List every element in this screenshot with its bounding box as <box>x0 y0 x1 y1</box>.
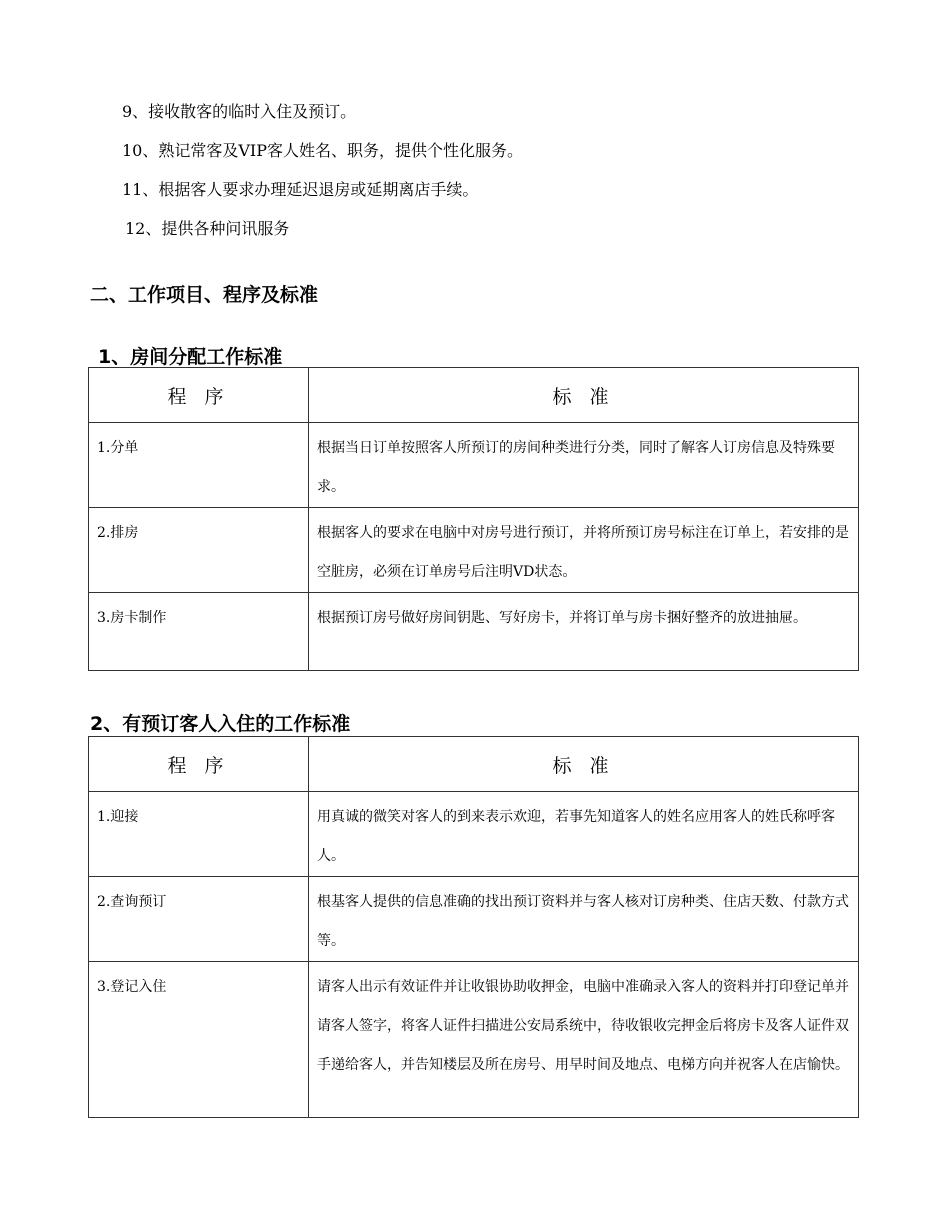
table-header-row <box>89 368 859 423</box>
procedure-cell: 3.房卡制作 <box>89 593 309 671</box>
duty-item-10: 10、熟记常客及VIP客人姓名、职务，提供个性化服务。 <box>122 141 524 160</box>
duty-item-9: 9、接收散客的临时入住及预订。 <box>122 102 357 121</box>
table-2-title: 2、有预订客人入住的工作标准 <box>90 713 351 735</box>
standard-cell: 请客人出示有效证件并让收银协助收押金，电脑中准确录入客人的资料并打印登记单并请客人签字，将客人证件扫描进公安局系统中，待收银收完押金后将房卡及客人证件双手递给客人，并告知楼层及所在房号、用早时间及地点、电梯方向并祝客人在店愉快。 <box>309 962 859 1118</box>
duty-item-11: 11、根据客人要求办理延迟退房或延期离店手续。 <box>122 180 479 199</box>
header-procedure: 程 序 <box>89 737 309 792</box>
procedure-cell: 3.登记入住 <box>89 962 309 1118</box>
table-row <box>89 593 859 671</box>
standard-cell: 根基客人提供的信息准确的找出预订资料并与客人核对订房种类、住店天数、付款方式等。 <box>309 877 859 962</box>
header-procedure: 程 序 <box>89 368 309 423</box>
table-row <box>89 508 859 593</box>
section-title: 二、工作项目、程序及标准 <box>90 284 319 306</box>
reserved-checkin-table <box>88 736 859 1118</box>
table-row <box>89 423 859 508</box>
table-row <box>89 792 859 877</box>
table-1-title: 1、房间分配工作标准 <box>98 346 283 368</box>
standard-cell: 用真诚的微笑对客人的到来表示欢迎，若事先知道客人的姓名应用客人的姓氏称呼客人。 <box>309 792 859 877</box>
room-allocation-table <box>88 367 859 671</box>
standard-cell: 根据当日订单按照客人所预订的房间种类进行分类，同时了解客人订房信息及特殊要求。 <box>309 423 859 508</box>
header-standard: 标 准 <box>309 737 859 792</box>
table-row <box>89 962 859 1118</box>
table-header-row <box>89 737 859 792</box>
table-row <box>89 877 859 962</box>
procedure-cell: 1.分单 <box>89 423 309 508</box>
procedure-cell: 2.排房 <box>89 508 309 593</box>
procedure-cell: 1.迎接 <box>89 792 309 877</box>
standard-cell: 根据预订房号做好房间钥匙、写好房卡，并将订单与房卡捆好整齐的放进抽屉。 <box>309 593 859 671</box>
standard-cell: 根据客人的要求在电脑中对房号进行预订，并将所预订房号标注在订单上，若安排的是空脏房，必须在订单房号后注明VD状态。 <box>309 508 859 593</box>
procedure-cell: 2.查询预订 <box>89 877 309 962</box>
duty-item-12: 12、提供各种问讯服务 <box>125 219 290 238</box>
header-standard: 标 准 <box>309 368 859 423</box>
